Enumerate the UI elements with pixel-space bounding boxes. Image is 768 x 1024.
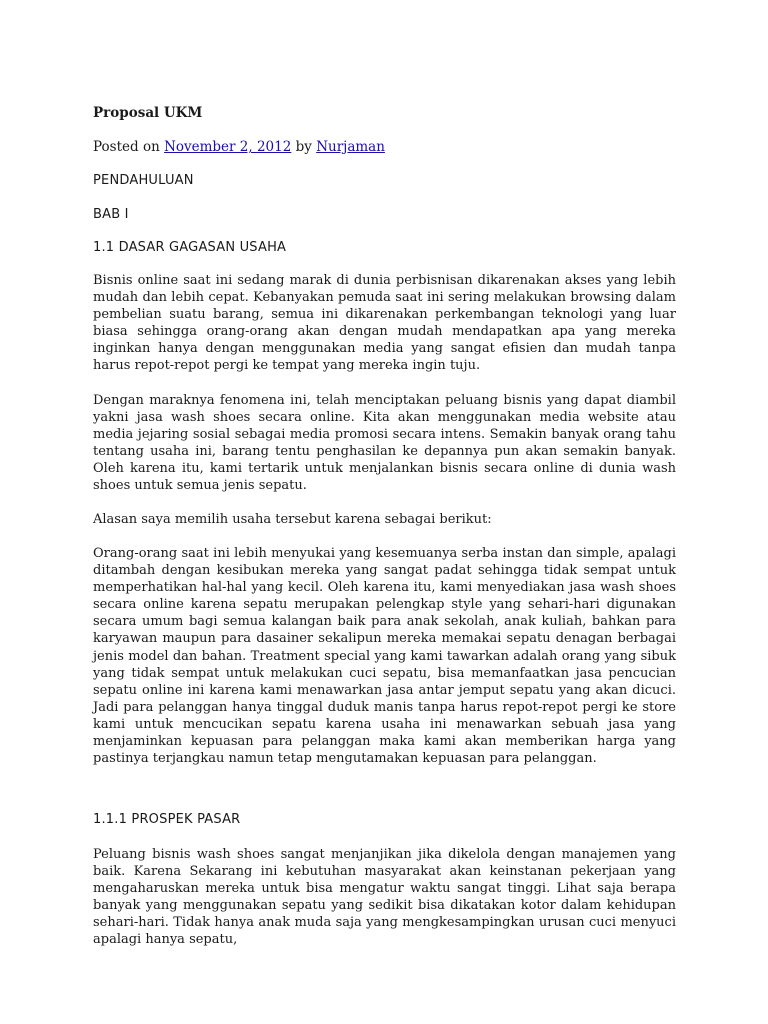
paragraph-fenomena: Dengan maraknya fenomena ini, telah menciptakan peluang bisnis yang dapat diambil yakni jasa wash shoes secara online. Kita akan menggunakan media website atau media jejaring sosial sebagai media promosi secara intens. Semakin banyak orang tahu tentang usaha ini, barang tentu penghasilan ke depannya pun akan semakin banyak. Oleh karena itu, kami tertarik untuk menjalankan bisnis secara online di dunia wash shoes untuk semua jenis sepatu. [93, 393, 676, 494]
paragraph-intro: Bisnis online saat ini sedang marak di dunia perbisnisan dikarenakan akses yang lebih mudah dan lebih cepat. Kebanyakan pemuda saat ini sering melakukan browsing dalam pembelian suatu barang, semua ini dikarenakan perkembangan teknologi yang luar biasa sehingga orang-orang akan dengan mudah mendapatkan apa yang mereka inginkan hanya dengan menggunakan media yang sangat efisien dan mudah tanpa harus repot-repot pergi ke tempat yang mereka ingin tuju. [93, 273, 676, 374]
paragraph-peluang: Peluang bisnis wash shoes sangat menjanjikan jika dikelola dengan manajemen yang baik. Karena Sekarang ini kebutuhan masyarakat akan keinstanan pekerjaan yang mengaharuskan mereka untuk bisa mengatur waktu sangat tinggi. Lihat saja berapa banyak yang menggunakan sepatu yang sedikit bisa dikatakan kotor dalam kehidupan sehari-hari. Tidak hanya anak muda saja yang mengkesampingkan urusan cuci menyuci apalagi hanya sepatu, [93, 847, 676, 948]
heading-prospek-pasar: 1.1.1 PROSPEK PASAR [93, 812, 241, 827]
posted-date-link[interactable]: November 2, 2012 [164, 139, 292, 155]
paragraph-alasan: Alasan saya memilih usaha tersebut karena sebagai berikut: [93, 512, 492, 527]
heading-bab: BAB I [93, 207, 129, 222]
paragraph-orang-orang: Orang-orang saat ini lebih menyukai yang kesemuanya serba instan dan simple, apalagi ditambah dengan kesibukan mereka yang sangat padat sehingga tidak sempat untuk memperhatikan hal-hal yang kecil. Oleh karena itu, kami menyediakan jasa wash shoes secara online karena sepatu merupakan pelengkap style yang sehari-hari digunakan secara umum bagi semua kalangan baik para anak sekolah, anak kuliah, bahkan para karyawan maupun para dasainer sekalipun mereka memakai sepatu denagan berbagai jenis model dan bahan. Treatment special yang kami tawarkan adalah orang yang sibuk yang tidak sempat untuk melakukan cuci sepatu, bisa memanfaatkan jasa pencucian sepatu online ini karena kami menawarkan jasa antar jemput sepatu yang akan dicuci. Jadi para pelanggan hanya tinggal duduk manis tanpa harus repot-repot pergi ke store kami untuk mencucikan sepatu karena usaha ini menawarkan sebuah jasa yang menjaminkan kepuasan para pelanggan maka kami akan memberikan harga yang pastinya terjangkau namun tetap mengutamakan kepuasan para pelanggan. [93, 546, 676, 767]
heading-dasar-gagasan: 1.1 DASAR GAGASAN USAHA [93, 240, 287, 255]
posted-prefix: Posted on [93, 139, 165, 155]
author-link[interactable]: Nurjaman [316, 139, 385, 155]
posted-by: by [291, 139, 317, 155]
document-title: Proposal UKM [93, 105, 203, 121]
post-meta [93, 138, 385, 156]
heading-pendahuluan: PENDAHULUAN [93, 173, 194, 188]
